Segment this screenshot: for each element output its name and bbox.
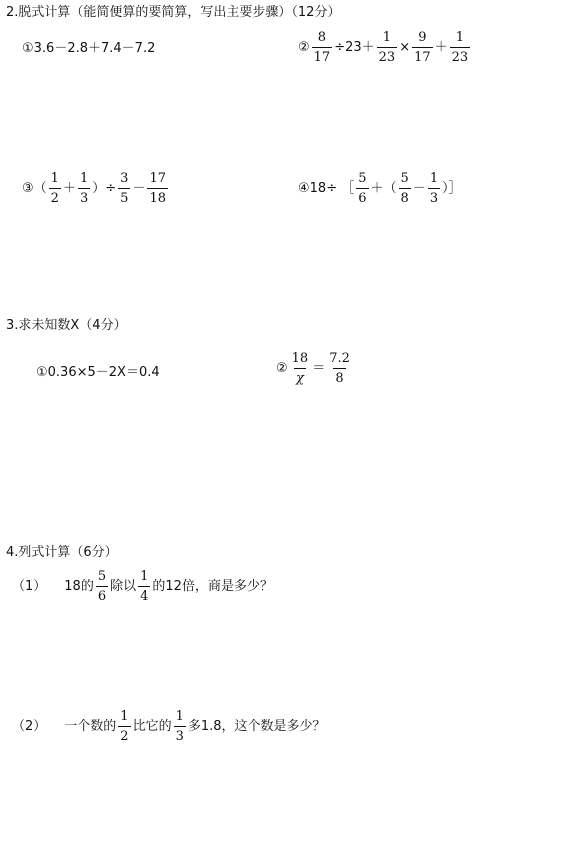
problem-number: ③	[22, 181, 34, 196]
operator: －	[132, 181, 146, 196]
operator: ＋（	[370, 181, 397, 196]
equals-sign: ＝	[312, 361, 326, 376]
operator: ＋	[62, 181, 76, 196]
denominator: 6	[96, 586, 108, 603]
fraction	[399, 172, 411, 205]
operator: －	[412, 181, 426, 196]
problem-2-1: ①3.6－2.8＋7.4－7.2	[22, 41, 156, 56]
denominator: 23	[377, 47, 398, 64]
denominator: 3	[428, 188, 440, 205]
left-paren: （	[33, 181, 47, 196]
numerator: 17	[149, 171, 167, 186]
denominator: 18	[147, 188, 168, 205]
question-text: 18的	[64, 579, 94, 594]
fraction	[377, 31, 398, 64]
operator: ÷	[105, 181, 117, 196]
fraction	[290, 352, 311, 385]
numerator: 1	[79, 171, 89, 186]
fraction	[450, 31, 471, 64]
question-text: 一个数的	[64, 719, 117, 734]
numerator: 1	[455, 30, 465, 45]
question-text: 除以	[110, 579, 137, 594]
expression-lead: 18÷ ［	[309, 181, 355, 196]
fraction	[428, 172, 440, 205]
operator: ÷23＋	[334, 40, 375, 55]
numerator: 18	[291, 351, 309, 366]
expression-end: ）］	[442, 181, 462, 196]
fraction	[327, 352, 352, 385]
denominator: 8	[333, 368, 345, 385]
denominator: 23	[450, 47, 471, 64]
numerator: 1	[175, 709, 184, 724]
problem-2-3	[22, 172, 170, 205]
fraction	[78, 172, 90, 205]
fraction	[356, 172, 368, 205]
section-4-title: 4.列式计算（6分）	[6, 545, 118, 560]
question-4-2	[12, 710, 326, 743]
numerator: 1	[429, 171, 439, 186]
denominator: 8	[399, 188, 411, 205]
denominator: 17	[412, 47, 433, 64]
operator: ×	[399, 40, 411, 55]
denominator: 2	[118, 726, 130, 743]
problem-number: ④	[298, 181, 310, 196]
question-text: 多1.8，这个数是多少？	[187, 719, 326, 734]
section-2-title: 2.脱式计算（能简便算的要简算，写出主要步骤）（12分）	[6, 5, 341, 20]
problem-number: ②	[298, 40, 310, 55]
fraction	[312, 31, 333, 64]
fraction	[118, 172, 130, 205]
denominator: χ	[294, 368, 306, 385]
numerator: 1	[50, 171, 59, 186]
numerator: 1	[120, 709, 129, 724]
section-3-title: 3.求未知数Χ（4分）	[6, 318, 127, 333]
numerator: 5	[358, 171, 367, 186]
fraction	[174, 710, 186, 743]
problem-2-4	[298, 172, 462, 205]
question-text: 的12倍，商是多少？	[152, 579, 273, 594]
denominator: 17	[312, 47, 333, 64]
fraction	[147, 172, 168, 205]
numerator: 5	[97, 569, 107, 584]
problem-number: ②	[276, 361, 288, 376]
denominator: 3	[78, 188, 90, 205]
denominator: 5	[118, 188, 130, 205]
numerator: 1	[140, 569, 149, 584]
question-4-1	[12, 570, 273, 603]
right-paren: ）	[92, 181, 106, 196]
fraction	[96, 570, 108, 603]
denominator: 3	[174, 726, 186, 743]
denominator: 2	[49, 188, 61, 205]
fraction	[138, 570, 150, 603]
question-number: （1）	[12, 579, 47, 594]
numerator: 7.2	[329, 351, 350, 366]
problem-2-2	[298, 31, 472, 64]
numerator: 3	[120, 171, 129, 186]
denominator: 6	[356, 188, 368, 205]
fraction	[49, 172, 61, 205]
fraction	[118, 710, 130, 743]
numerator: 1	[382, 30, 392, 45]
numerator: 5	[400, 171, 409, 186]
numerator: 8	[317, 30, 327, 45]
question-text: 比它的	[132, 719, 172, 734]
question-number: （2）	[12, 719, 47, 734]
operator: ＋	[434, 40, 448, 55]
problem-3-1: ①0.36×5－2Χ＝0.4	[36, 365, 160, 380]
denominator: 4	[138, 586, 150, 603]
problem-3-2	[276, 352, 354, 385]
fraction	[412, 31, 433, 64]
numerator: 9	[418, 30, 427, 45]
